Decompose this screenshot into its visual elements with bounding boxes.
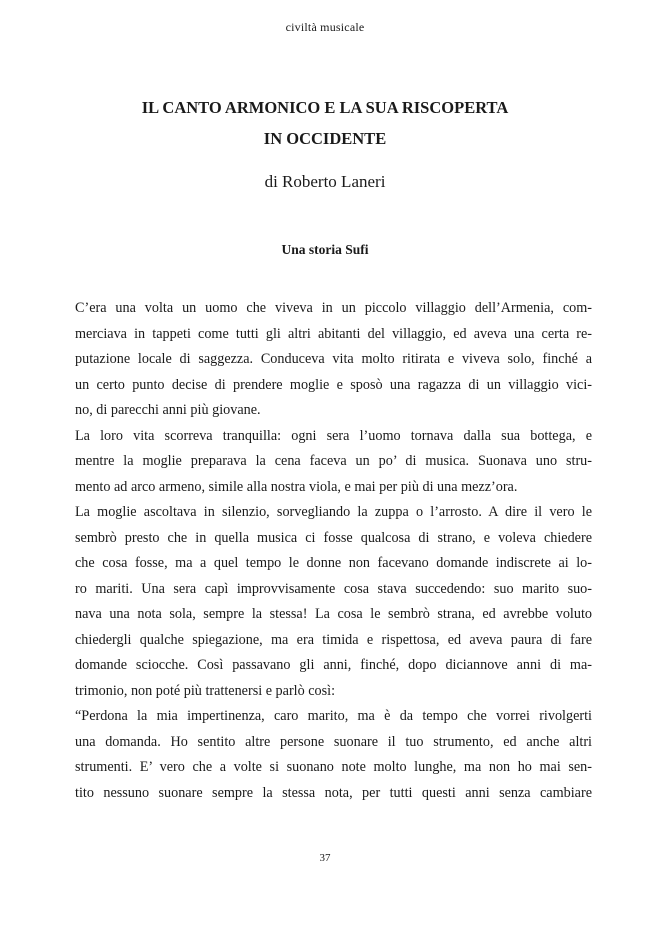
text-line: chiedergli qualche spiegazione, ma era timida e rispettosa, ed aveva paura di fare — [75, 631, 592, 648]
article-title-line-2: IN OCCIDENTE — [263, 129, 387, 148]
text-line: La moglie ascoltava in silenzio, sorvegliando la zuppa o l’arrosto. A dire il vero le — [75, 504, 592, 520]
text-line: tito nessuno suonare sempre la stessa nota, per tutti questi anni senza cambiare — [75, 784, 592, 801]
running-header: civiltà musicale — [285, 20, 365, 34]
article-title-line-1: IL CANTO ARMONICO E LA SUA RISCOPERTA — [141, 98, 509, 117]
text-line: che cosa fosse, ma a quel tempo le donne non facevano domande indiscrete ai lo- — [75, 555, 592, 571]
text-line: sembrò presto che in quella musica ci fosse qualcosa di strano, e voleva chiedere — [75, 529, 592, 546]
text-line: “Perdona la mia impertinenza, caro marito, ma è da tempo che vorrei rivolgerti — [75, 708, 592, 724]
text-line: mentre la moglie preparava la cena faceva un po’ di musica. Suonava uno stru- — [75, 453, 592, 469]
text-line: trimonio, non poté più trattenersi e parlò così: — [75, 682, 336, 699]
text-line: C’era una volta un uomo che viveva in un piccolo villaggio dell’Armenia, com- — [75, 300, 592, 316]
text-line: una domanda. Ho sentito altre persone suonare il tuo strumento, ed anche altri — [75, 733, 592, 750]
author-byline: di Roberto Laneri — [264, 172, 386, 191]
text-line: merciava in tappeti come tutti gli altri abitanti del villaggio, ed aveva una certa re- — [75, 325, 592, 342]
text-line: strumenti. E’ vero che a volte si suonano note molto lunghe, ma non ho mai sen- — [75, 759, 592, 775]
text-line: mento ad arco armeno, simile alla nostra viola, e mai per più di una mezz’ora. — [75, 478, 518, 495]
text-line: putazione locale di saggezza. Conduceva vita molto ritirata e viveva solo, finché a — [75, 351, 592, 367]
text-line: La loro vita scorreva tranquilla: ogni sera l’uomo tornava dalla sua bottega, e — [75, 427, 592, 444]
text-line: un certo punto decise di prendere moglie e sposò una ragazza di un villaggio vici- — [75, 376, 592, 393]
article-title — [0, 92, 650, 154]
section-heading: Una storia Sufi — [281, 242, 369, 257]
text-line: nava una nota sola, sempre la stessa! La cosa le sembrò strana, ed avrebbe voluto — [75, 606, 592, 622]
text-line: domande sciocche. Così passavano gli anni, finché, dopo diciannove anni di ma- — [75, 657, 592, 673]
page-number: 37 — [319, 852, 331, 864]
text-line: ro mariti. Una sera capì improvvisamente cosa stava succedendo: suo marito suo- — [75, 580, 592, 597]
text-line: no, di parecchi anni più giovane. — [75, 402, 261, 418]
body-text — [75, 296, 592, 806]
